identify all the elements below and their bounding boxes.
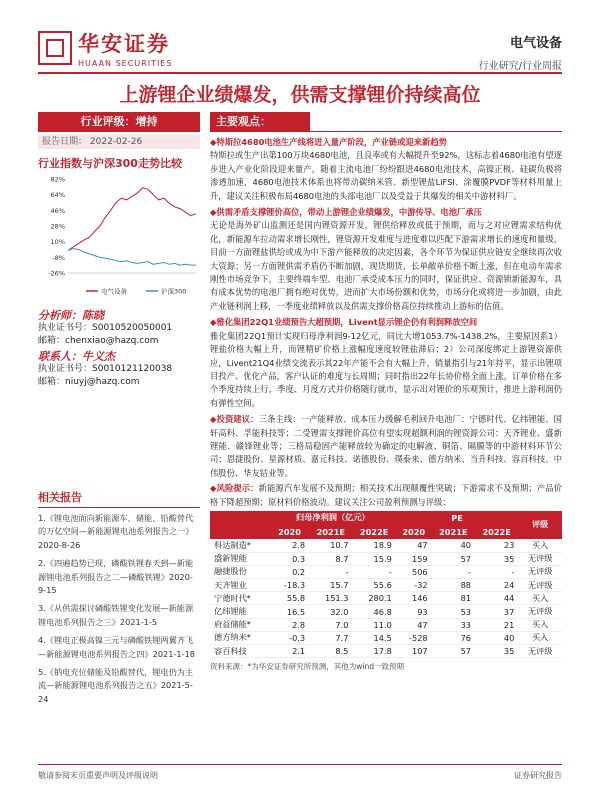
- valuation-table: [210, 511, 562, 658]
- table-cell: 280.1: [352, 592, 395, 605]
- col-group-pe: PE: [396, 511, 519, 525]
- table-cell: 93: [396, 605, 432, 618]
- table-row: [210, 631, 562, 644]
- key-points-heading: 主要观点：: [210, 112, 310, 132]
- table-cell: 2.8: [270, 539, 309, 552]
- table-cell: 18.9: [352, 539, 395, 552]
- col-year: 2021E: [432, 525, 475, 539]
- footer-disclaimer: 敬请参阅末页重要声明及评级说明: [38, 771, 158, 780]
- table-cell: 2.8: [270, 618, 309, 631]
- col-year: 2022E: [475, 525, 518, 539]
- table-cell: 17.8: [352, 644, 395, 657]
- y-tick-label: 64%: [50, 191, 65, 200]
- table-cell: 15.9: [352, 552, 395, 565]
- table-row: [210, 644, 562, 657]
- key-point-3: [210, 316, 562, 410]
- table-cell: 55.8: [270, 592, 309, 605]
- chart-title: 行业指数与沪深300走势比较: [38, 157, 182, 170]
- table-cell: 40: [432, 539, 475, 552]
- table-cell: 16.5: [270, 605, 309, 618]
- rating-cell: 买入: [518, 631, 562, 644]
- table-source: 资料来源：*为华安证券研究所预测，其他为wind一致预期: [210, 662, 404, 672]
- y-tick-label: 82%: [50, 175, 65, 184]
- header-right: [479, 32, 562, 72]
- table-row: [210, 565, 562, 578]
- header-divider: [38, 72, 562, 74]
- table-row: [210, 552, 562, 565]
- table-cell: 506: [396, 565, 432, 578]
- valuation-header-row: [210, 511, 562, 525]
- table-row: [210, 592, 562, 605]
- company-name: 亿纬锂能: [210, 605, 270, 618]
- series-line-1: [68, 249, 196, 266]
- table-cell: 15.7: [309, 579, 352, 592]
- table-row: [210, 579, 562, 592]
- rating-badge: 行业评级：增持: [38, 112, 200, 132]
- table-cell: 33: [432, 618, 475, 631]
- table-cell: 7.0: [309, 618, 352, 631]
- table-cell: 7.7: [309, 631, 352, 644]
- rating-cell: 无评级: [518, 644, 562, 657]
- table-cell: 11.0: [352, 618, 395, 631]
- legend-label: 电气设备: [101, 287, 127, 296]
- right-column: [210, 112, 562, 672]
- company-name: 容百科技: [210, 644, 270, 657]
- rating-cell: 无评级: [518, 565, 562, 578]
- analyst-1-email[interactable]: 邮箱：chenxiao@hazq.com: [38, 336, 159, 346]
- rating-cell: 买入: [518, 618, 562, 631]
- key-point-3-lead: ◆雅化集团22Q1业绩预告大超预期，Livent显示锂企仍有利润释放空间: [210, 317, 478, 328]
- analyst-1-heading: 分析师：陈晓: [38, 309, 104, 322]
- table-cell: 2.1: [270, 644, 309, 657]
- table-cell: 8.5: [309, 644, 352, 657]
- col-year: 2021E: [309, 525, 352, 539]
- table-cell: 21: [475, 618, 518, 631]
- key-point-2-lead: ◆供需矛盾支撑锂价高位，带动上游锂企业绩爆发，中游传导、电池厂承压: [210, 207, 482, 218]
- key-point-2: [210, 206, 562, 313]
- table-cell: 47: [396, 618, 432, 631]
- index-chart-svg: [38, 173, 200, 299]
- logo-name-cn: 华安证券: [78, 31, 170, 56]
- table-cell: 10.7: [309, 539, 352, 552]
- company-name: 盛新锂能: [210, 552, 270, 565]
- index-chart: [38, 173, 200, 299]
- sector-label: 电气设备: [509, 36, 562, 51]
- key-point-5-lead: ◆风险提示：: [210, 483, 259, 494]
- key-point-5: [210, 482, 562, 509]
- table-cell: 151.3: [309, 592, 352, 605]
- table-cell: 159: [396, 552, 432, 565]
- col-group-profit: 归母净利润（亿元）: [270, 511, 396, 525]
- table-cell: 107: [396, 644, 432, 657]
- y-tick-label: -8%: [52, 253, 65, 262]
- report-title: 上游锂企业绩爆发，供需支撑锂价持续高位: [119, 84, 481, 106]
- table-cell: 8.7: [309, 552, 352, 565]
- key-point-1-lead: ◆特斯拉4680电池生产线将进入量产阶段，产业链或迎来新趋势: [210, 137, 447, 147]
- related-item[interactable]: 5.《钠电充位储能及铅酸替代，锂电仍为主流—新能源锂电池系列报告之五》2021-5-24: [38, 667, 194, 704]
- rating-cell: 无评级: [518, 605, 562, 618]
- logo-mark-icon: [38, 31, 72, 65]
- analyst-block: [38, 309, 200, 389]
- company-name: 天齐锂业: [210, 579, 270, 592]
- table-row: [210, 605, 562, 618]
- legend-label: 沪深300: [161, 287, 187, 296]
- table-cell: 14.5: [352, 631, 395, 644]
- rating-cell: 无评级: [518, 552, 562, 565]
- analyst-1-cert: 执业证书号：S0010520050001: [38, 323, 173, 333]
- date-label: 报告日期：: [42, 137, 88, 147]
- col-year: 2020: [270, 525, 309, 539]
- key-point-1-body: 特斯拉或生产出第100万块4680电池，且良率或有大幅提升至92%，这标志着4680电池有望逐步进入产业化阶段迎来量产，随着主流电池厂纷纷跟进4680电池技术，高镍正极、硅碳负极将渗透加速，4680电池技术体系也将带动碳纳米管、新型锂盐LiFSI、涂覆膜PVDF等材料用量上升，建议关注积极布局4680电池的头部电池厂以及受益于其爆发的相关中游材料厂。: [210, 150, 562, 201]
- table-cell: -: [475, 565, 518, 578]
- y-tick-label: 28%: [50, 222, 65, 231]
- key-point-4-lead: ◆投资建议：: [210, 414, 259, 425]
- table-cell: -: [309, 565, 352, 578]
- table-cell: 81: [432, 592, 475, 605]
- table-cell: 24: [475, 579, 518, 592]
- left-column: [38, 112, 200, 711]
- company-name: 融捷股份: [210, 565, 270, 578]
- analyst-2-heading: 联系人：牛义杰: [38, 350, 115, 363]
- analyst-2-email[interactable]: 邮箱：niuyj@hazq.com: [38, 377, 140, 387]
- table-cell: -: [432, 565, 475, 578]
- related-reports: [38, 489, 200, 706]
- key-point-5-body: 新能源汽车发展不及预期；相关技术出现颠覆性突破；下游需求不及预期；产品价格下降超预期；原材料价格波动。建议关注公司盈利预测与评级：: [210, 483, 562, 507]
- table-cell: 146: [396, 592, 432, 605]
- key-point-4-body: 三条主线：一产能释放、成本压力缓解毛利回升电池厂：宁德时代、亿纬锂能、国轩高科、孚能科技等；二受锂需支撑锂价高位有望实现超额利润的锂资源公司：天齐锂业、盛新锂能、赣锋锂业等；三格局稳固产能释放较为确定的电解液、铜箔、隔膜等的中游材料环节公司：恩捷股份、星源材质、嘉元科技、诺德股份、璞泰来、德方纳米、当升科技、容百科技、中伟股份、华友钴业等。: [210, 414, 562, 478]
- table-cell: 0.3: [270, 552, 309, 565]
- related-item[interactable]: 1.《锂电池面向新能源车、储能、铅酸替代的万亿空间—新能源锂电池系列报告之一》2020-8-26: [38, 513, 194, 550]
- table-cell: 57: [432, 552, 475, 565]
- date-value: 2022-02-26: [89, 137, 143, 147]
- col-year: 2020: [396, 525, 432, 539]
- table-cell: 46.8: [352, 605, 395, 618]
- table-cell: 23: [475, 539, 518, 552]
- company-name: 宁德时代*: [210, 592, 270, 605]
- related-item[interactable]: 4.《锂电正极高镍三元与磷酸铁锂两翼齐飞—新能源锂电池系列报告之四》2021-1-18: [38, 635, 195, 659]
- company-name: 府益储能*: [210, 618, 270, 631]
- report-date-row: [38, 135, 200, 149]
- table-cell: 44: [475, 592, 518, 605]
- col-company: [210, 511, 270, 539]
- table-row: [210, 618, 562, 631]
- analyst-2-cert: 执业证书号：S0010121120038: [38, 364, 173, 374]
- key-point-3-body: 雅化集团22Q1预计实现归母净利润9-12亿元，同比大增1053.7%-1438.2%，主要原因系1）锂盐价格大幅上升，而锂精矿价格上涨幅度速度较锂盐滞后；2）公司深度绑定上游锂资源供应，Livent21Q4业绩交流表示其22年产能不会有大幅上升，销量指引与21年持平，显示出锂项目投产、优化产品，客户认证的难度与长周期；同时指出22年长协价格全面上涨，订单价格在多个季度持续上行，季度、月度方式并价格随行就市，显示出对锂价的乐观预计，推进上游利润仍有弹性空间。: [210, 330, 562, 408]
- logo: [38, 28, 172, 68]
- table-cell: 37: [475, 605, 518, 618]
- table-cell: -0.3: [270, 631, 309, 644]
- table-cell: -32: [396, 579, 432, 592]
- table-cell: 88: [432, 579, 475, 592]
- key-point-2-body: 无论是海外矿山监测还是国内锂资源开发，锂供给释放或低于预期，而与之对应锂需求结构优化，新能源车拉动需求增长刚性，锂资源开发难度与进度难以匹配下游需求增长的速度和量级，目前一方面锂盐供给或成为中下游产能释放的决定因素，各个环节为保证供应链安全继续再次收大资源；另一方面锂供需矛盾仍不断加剧，现货期货、长单敞单价格不断上涨，但在电动车需求刚性市场竞争下，主要终端车型、电池厂承受成本压力的同时，保证供应、资源锁新能源车，具有成本优势的电池厂拥有绝对优势，进而扩大市场份额和优势，市场分化或将进一步加剧，由此产业链利润上移，一季度业绩释放以及供需支撑价格高位持续推动上游标的估值。: [210, 220, 562, 311]
- footer-label: 证券研究报告: [514, 771, 562, 780]
- table-cell: 55.6: [352, 579, 395, 592]
- table-cell: -528: [396, 631, 432, 644]
- table-row: [210, 539, 562, 552]
- y-tick-label: 46%: [50, 206, 65, 215]
- table-cell: 53: [432, 605, 475, 618]
- rating-cell: 无评级: [518, 579, 562, 592]
- key-point-1: [210, 136, 562, 203]
- related-title: 相关报告: [38, 489, 200, 508]
- rating-cell: 买入: [518, 539, 562, 552]
- footer-divider: [38, 764, 562, 765]
- table-cell: 76: [432, 631, 475, 644]
- series-line-0: [68, 188, 196, 251]
- table-cell: 57: [432, 644, 475, 657]
- table-cell: 35: [475, 552, 518, 565]
- table-cell: 47: [396, 539, 432, 552]
- table-cell: 0.2: [270, 565, 309, 578]
- rating-cell: 买入: [518, 592, 562, 605]
- y-tick-label: -26%: [48, 269, 65, 278]
- logo-name-en: HUAAN SECURITIES: [78, 59, 173, 68]
- col-rating: 评级: [518, 511, 562, 539]
- company-name: 科达制造*: [210, 539, 270, 552]
- table-cell: 35: [475, 644, 518, 657]
- key-point-4: [210, 413, 562, 480]
- table-cell: -: [352, 565, 395, 578]
- company-name: 德方纳米*: [210, 631, 270, 644]
- related-item[interactable]: 3.《从供需探讨磷酸铁锂变化发展—新能源锂电池系列报告之三》2021-1-5: [38, 603, 194, 627]
- col-year: 2022E: [352, 525, 395, 539]
- table-cell: 32.0: [309, 605, 352, 618]
- report-type: 行业研究/行业周报: [478, 61, 562, 72]
- y-tick-label: 10%: [50, 238, 65, 247]
- related-item[interactable]: 2.《四遍趋势已现，磷酸铁锂春天到—新能源锂电池系列报告之二—磷酸铁锂》2020-9-15: [38, 558, 194, 596]
- table-cell: -18.3: [270, 579, 309, 592]
- table-cell: 40: [475, 631, 518, 644]
